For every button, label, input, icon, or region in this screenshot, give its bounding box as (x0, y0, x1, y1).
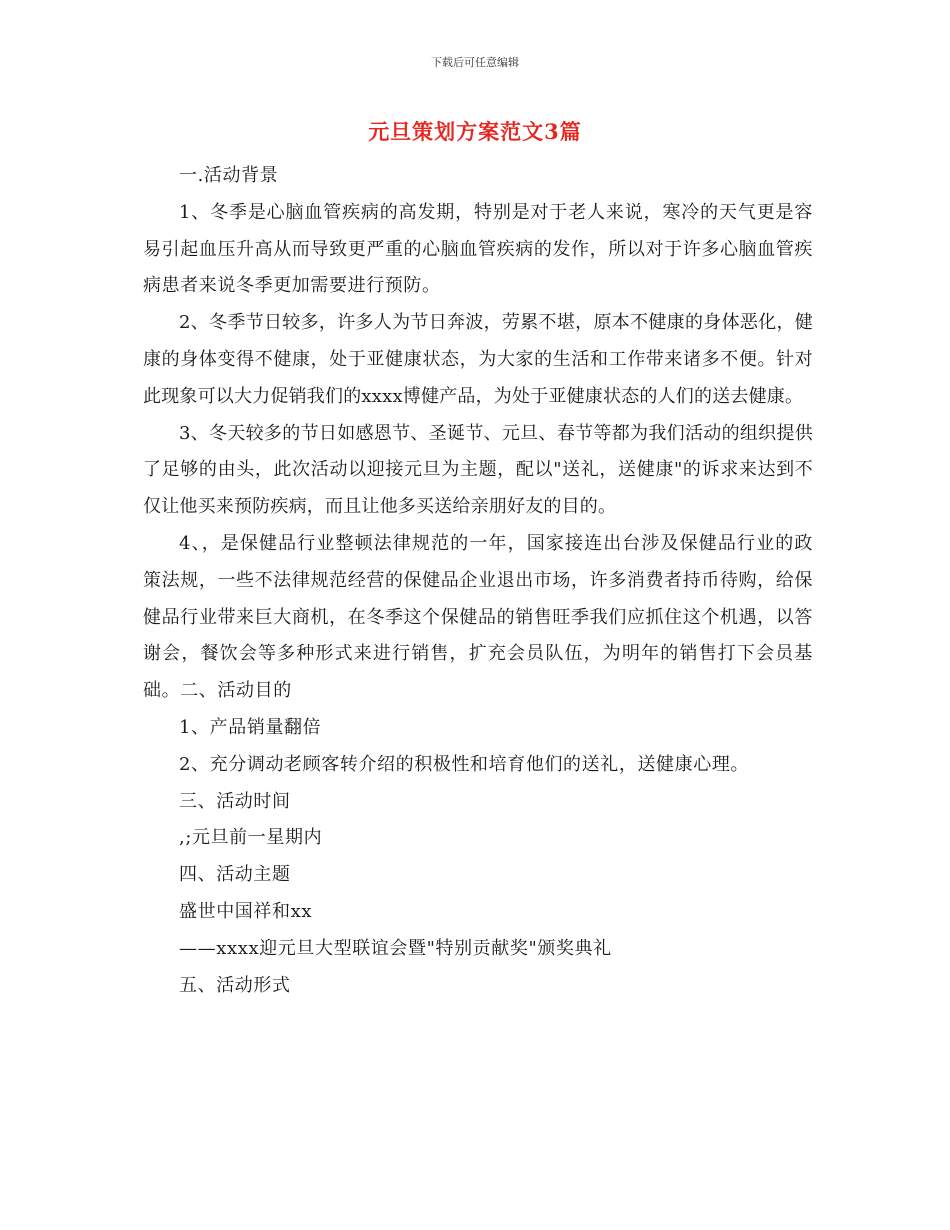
paragraph-background-1: 1、冬季是心脑血管疾病的高发期，特别是对于老人来说，寒冷的天气更是容易引起血压升高从而导致更严重的心脑血管疾病的发作，所以对于许多心脑血管疾病患者来说冬季更加需要进行预防。 (143, 201, 813, 297)
paragraph-goal-2: 2、充分调动老顾客转介绍的积极性和培育他们的送礼，送健康心理。 (179, 753, 750, 775)
section-heading-format: 五、活动形式 (179, 974, 291, 996)
paragraph-background-4: 4、，是保健品行业整顿法律规范的一年，国家接连出台涉及保健品行业的政策法规，一些不法律规范经营的保健品企业退出市场，许多消费者持币待购，给保健品行业带来巨大商机，在冬季这个保健品的销售旺季我们应抓住这个机遇，以答谢会，餐饮会等多种形式来进行销售，扩充会员队伍，为明年的销售打下会员基础。二、活动目的 (143, 532, 813, 702)
section-heading-theme: 四、活动主题 (179, 864, 291, 886)
paragraph-time: ,;元旦前一星期内 (179, 827, 323, 849)
paragraph-goal-1: 1、产品销量翻倍 (179, 716, 322, 738)
section-heading-time: 三、活动时间 (179, 790, 291, 812)
section-heading-background: 一.活动背景 (179, 165, 279, 186)
document-body (143, 158, 813, 1004)
paragraph-background-2: 2、冬季节日较多，许多人为节日奔波，劳累不堪，原本不健康的身体恶化，健康的身体变得不健康，处于亚健康状态，为大家的生活和工作带来诸多不便。针对此现象可以大力促销我们的xxxx博健产品，为处于亚健康状态的人们的送去健康。 (143, 312, 813, 407)
paragraph-theme-subtitle: ——xxxx迎元旦大型联谊会暨"特别贡献奖"颁奖典礼 (179, 937, 612, 959)
paragraph-theme: 盛世中国祥和xx (179, 900, 313, 922)
header-note: 下载后可任意编辑 (431, 56, 519, 69)
paragraph-background-3: 3、冬天较多的节日如感恩节、圣诞节、元旦、春节等都为我们活动的组织提供了足够的由头，此次活动以迎接元旦为主题，配以"送礼，送健康"的诉求来达到不仅让他买来预防疾病，而且让他多买送给亲朋好友的目的。 (143, 422, 813, 518)
document-title: 元旦策划方案范文3篇 (368, 119, 582, 144)
